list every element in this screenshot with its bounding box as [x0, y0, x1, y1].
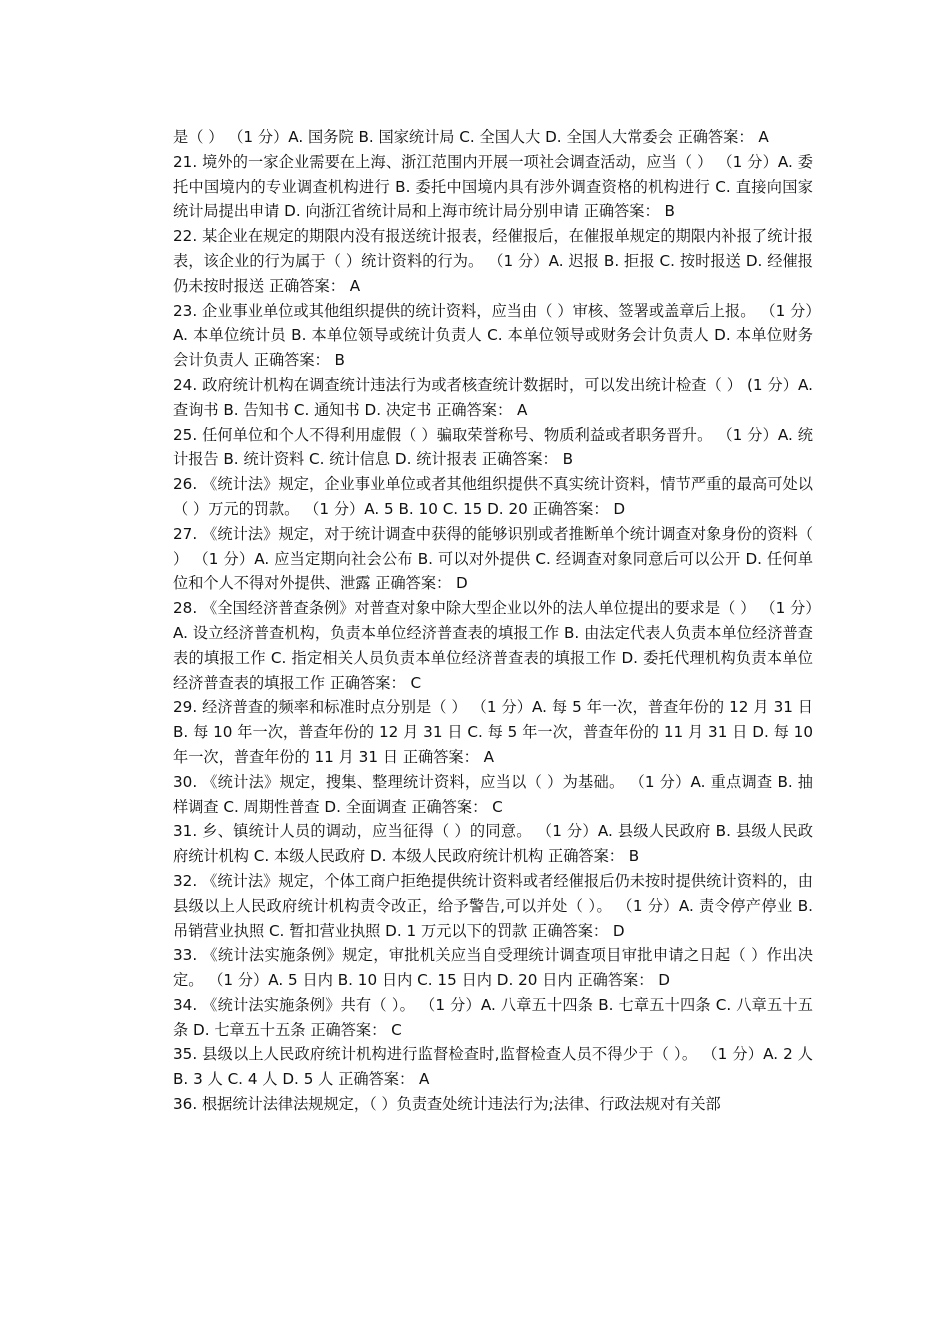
document-body — [173, 125, 813, 1117]
question-30: 30. 《统计法》规定，搜集、整理统计资料，应当以（ ）为基础。 （1 分）A. 重点调查 B. 抽样调查 C. 周期性普查 D. 全面调查 正确答案： C — [173, 772, 813, 816]
question-31: 31. 乡、镇统计人员的调动，应当征得（ ）的同意。 （1 分）A. 县级人民政府 B. 县级人民政府统计机构 C. 本级人民政府 D. 本级人民政府统计机构 正确答案： B — [173, 822, 813, 866]
question-27: 27. 《统计法》规定，对于统计调查中获得的能够识别或者推断单个统计调查对象身份的资料（ ） （1 分）A. 应当定期向社会公布 B. 可以对外提供 C. 经调查对象同意后可以公开 D. 任何单位和个人不得对外提供、泄露 正确答案： D — [173, 524, 813, 593]
question-28: 28. 《全国经济普查条例》对普查对象中除大型企业以外的法人单位提出的要求是（ ） （1 分）A. 设立经济普查机构，负责本单位经济普查表的填报工作 B. 由法定代表人负责本单位经济普查表的填报工作 C. 指定相关人员负责本单位经济普查表的填报工作 D. 委托代理机构负责本单位经济普查表的填报工作 正确答案： C — [173, 599, 813, 692]
question-21: 21. 境外的一家企业需要在上海、浙江范围内开展一项社会调查活动，应当（ ） （1 分）A. 委托中国境内的专业调查机构进行 B. 委托中国境内具有涉外调查资格的机构进行 C. 直接向国家统计局提出申请 D. 向浙江省统计局和上海市统计局分别申请 正确答案： B — [173, 152, 813, 221]
question-34: 34. 《统计法实施条例》共有（ ）。 （1 分）A. 八章五十四条 B. 七章五十四条 C. 八章五十五条 D. 七章五十五条 正确答案： C — [173, 995, 813, 1039]
question-29: 29. 经济普查的频率和标准时点分别是（ ） （1 分）A. 每 5 年一次，普查年份的 12 月 31 日 B. 每 10 年一次，普查年份的 12 月 31 日 C. 每 5 年一次，普查年份的 11 月 31 日 D. 每 10 年一次，普查年份的 11 月 31 日 正确答案： A — [173, 698, 813, 766]
question-36-start: 36. 根据统计法律法规规定，（ ）负责查处统计违法行为;法律、行政法规对有关部 — [173, 1095, 721, 1114]
question-33: 33. 《统计法实施条例》规定，审批机关应当自受理统计调查项目审批申请之日起（ ）作出决定。 （1 分）A. 5 日内 B. 10 日内 C. 15 日内 D. 20 日内 正确答案： D — [173, 946, 813, 990]
question-25: 25. 任何单位和个人不得利用虚假（ ）骗取荣誉称号、物质利益或者职务晋升。 （1 分）A. 统计报告 B. 统计资料 C. 统计信息 D. 统计报表 正确答案： B — [173, 425, 813, 469]
question-22: 22. 某企业在规定的期限内没有报送统计报表，经催报后，在催报单规定的期限内补报了统计报表，该企业的行为属于（ ）统计资料的行为。 （1 分）A. 迟报 B. 拒报 C. 按时报送 D. 经催报仍未按时报送 正确答案： A — [173, 227, 813, 295]
question-26: 26. 《统计法》规定，企业事业单位或者其他组织提供不真实统计资料，情节严重的最高可处以（ ）万元的罚款。 （1 分）A. 5 B. 10 C. 15 D. 20 正确答案： D — [173, 475, 813, 518]
question-35: 35. 县级以上人民政府统计机构进行监督检查时,监督检查人员不得少于（ ）。 （1 分）A. 2 人 B. 3 人 C. 4 人 D. 5 人 正确答案： A — [173, 1045, 813, 1089]
question-23: 23. 企业事业单位或其他组织提供的统计资料，应当由（ ）审核、签署或盖章后上报。 （1 分）A. 本单位统计员 B. 本单位领导或统计负责人 C. 本单位领导或财务会计负责人 D. 本单位财务会计负责人 正确答案： B — [173, 301, 813, 370]
question-32: 32. 《统计法》规定，个体工商户拒绝提供统计资料或者经催报后仍未按时提供统计资料的，由县级以上人民政府统计机构责令改正，给予警告,可以并处（ ）。 （1 分）A. 责令停产停业 B. 吊销营业执照 C. 暂扣营业执照 D. 1 万元以下的罚款 正确答案： D — [173, 871, 813, 940]
question-20-tail: 是（ ） （1 分）A. 国务院 B. 国家统计局 C. 全国人大 D. 全国人大常委会 正确答案： A — [173, 128, 769, 146]
question-24: 24. 政府统计机构在调查统计违法行为或者核查统计数据时，可以发出统计检查（ ） (1 分）A. 查询书 B. 告知书 C. 通知书 D. 决定书 正确答案： A — [173, 375, 813, 419]
